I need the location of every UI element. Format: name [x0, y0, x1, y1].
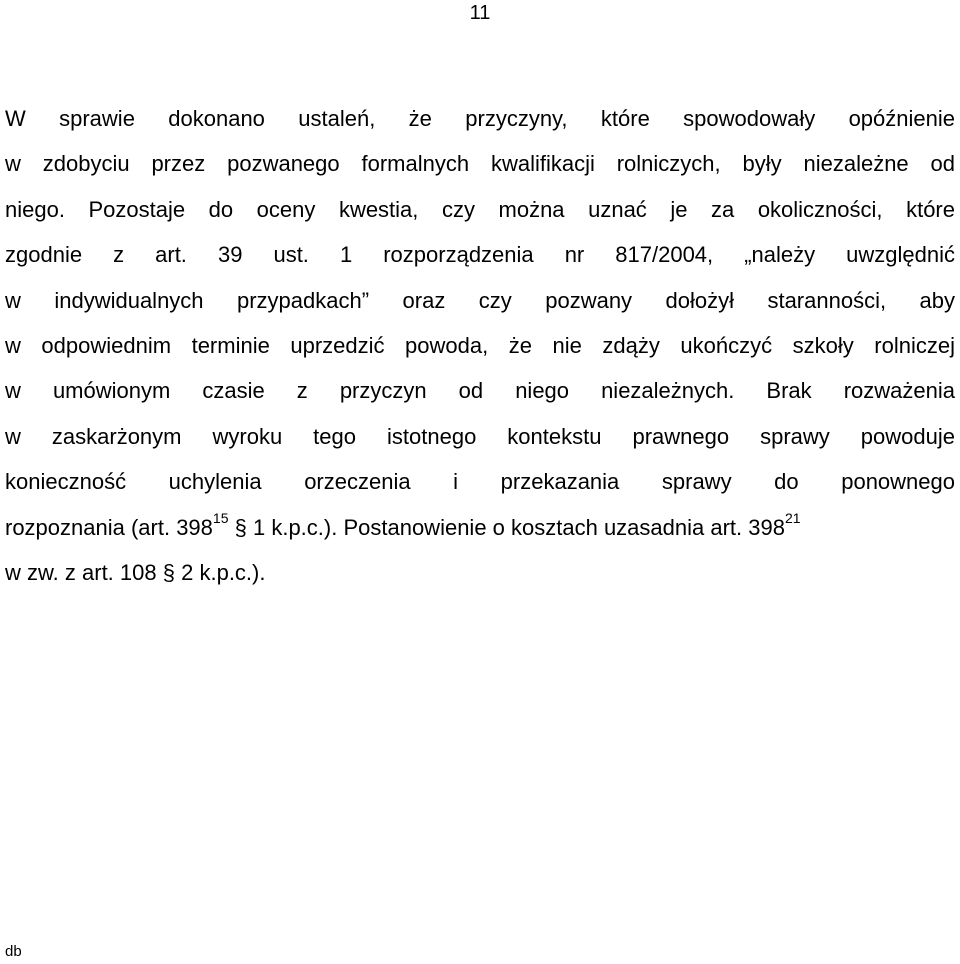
line10-part1: rozpoznania (art. 398 [5, 514, 213, 540]
superscript-15: 15 [212, 510, 229, 527]
text-line-5: w indywidualnych przypadkach” oraz czy pozwany dołożył staranności, aby [5, 287, 955, 313]
section-sign: § [234, 514, 247, 540]
text-line-9: konieczność uchylenia orzeczenia i przekazania sprawy do ponownego [5, 469, 955, 495]
line11-part2: 2 k.p.c.). [181, 559, 266, 585]
page-number: 11 [469, 2, 491, 24]
section-sign: § [162, 559, 175, 585]
text-line-8: w zaskarżonym wyroku tego istotnego kontekstu prawnego sprawy powoduje [5, 423, 955, 449]
text-line-11 [5, 550, 955, 595]
body-text [5, 96, 955, 595]
superscript-21: 21 [784, 510, 801, 527]
text-line-4: zgodnie z art. 39 ust. 1 rozporządzenia nr 817/2004, „należy uwzględnić [5, 242, 955, 268]
text-line-6: w odpowiednim terminie uprzedzić powoda, że nie zdąży ukończyć szkoły rolniczej [5, 332, 955, 358]
text-line-2: w zdobyciu przez pozwanego formalnych kwalifikacji rolniczych, były niezależne od [5, 151, 955, 177]
text-line-3: niego. Pozostaje do oceny kwestia, czy można uznać je za okoliczności, które [5, 196, 955, 222]
line10-part2: 1 k.p.c.). Postanowienie o kosztach uzasadnia art. 398 [252, 514, 785, 540]
text-line-10 [5, 505, 955, 550]
footer-initials: db [5, 943, 22, 960]
line11-part1: w zw. z art. 108 [5, 559, 157, 585]
text-line-7: w umówionym czasie z przyczyn od niego niezależnych. Brak rozważenia [5, 378, 955, 404]
text-line-1: W sprawie dokonano ustaleń, że przyczyny, które spowodowały opóźnienie [5, 106, 955, 131]
